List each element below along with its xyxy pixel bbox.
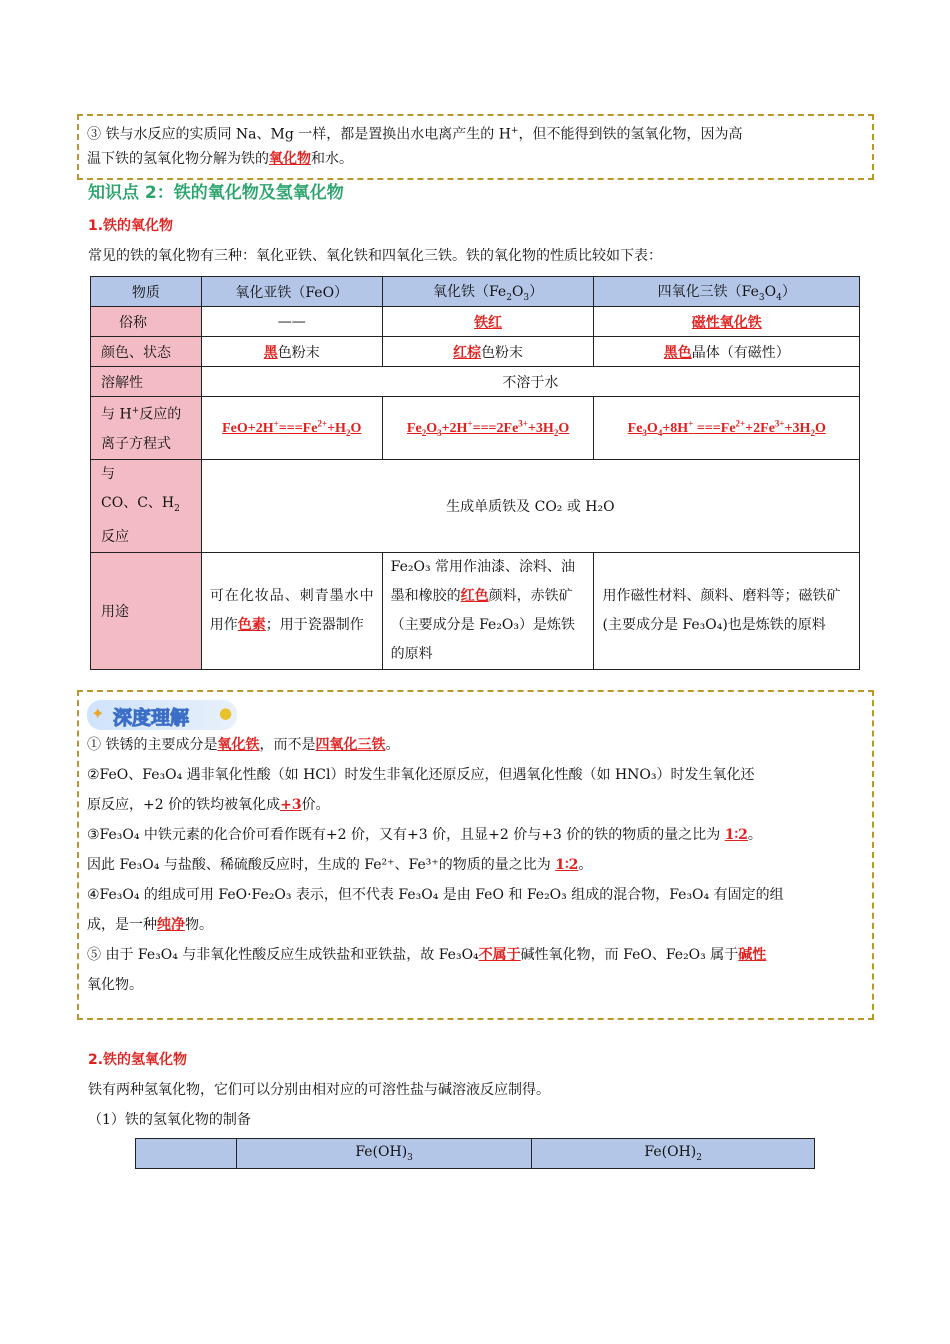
deep-understanding-box [77,690,874,1020]
row-label-reduction: 与 CO、C、$H_2$ 反应 [91,459,202,553]
deep-line-7: 成，是一种纯净物。 [87,917,213,933]
col-header-feoh2: $Fe(OH)_2$ [532,1139,815,1169]
col-header-fe2o3: 氧化铁$(Fe_2O_3)$ [382,277,594,307]
cell: 可在化妆品、刺青墨水中用作色素；用于瓷器制作 [201,553,382,670]
row-label-common-name: 俗称 [91,307,202,337]
deep-line-3: 原反应，+2 价的铁均被氧化成+3价。 [87,797,330,813]
cell: 生成单质铁及 CO₂ 或 H₂O [201,459,859,553]
bulb-icon: ● [219,704,233,722]
eq-fe2o3: $Fe_2O_3+2H^+===2Fe^{3+}+3H_2O$ [382,397,594,460]
subheading-oxides: 1.铁的氧化物 [88,218,174,234]
row-label-solubility: 溶解性 [91,367,202,397]
deep-line-4: ③Fe₃O₄ 中铁元素的化合价可看作既有+2 价，又有+3 价，且显+2 价与+3 价的铁的物质的量之比为 1∶2。 [87,827,762,843]
subheading-preparation: （1）铁的氢氧化物的制备 [88,1112,251,1128]
deep-line-5: 因此 Fe₃O₄ 与盐酸、稀硫酸反应时，生成的 Fe²⁺、Fe³⁺的物质的量之比为 1∶2。 [87,857,593,873]
eq-feo: $FeO+2H^+===Fe^{2+}+H_2O$ [201,397,382,460]
intro-text: 常见的铁的氧化物有三种：氧化亚铁、氧化铁和四氧化三铁。铁的氧化物的性质比较如下表： [88,248,662,264]
cell: 不溶于水 [201,367,859,397]
cell: 黑色粉末 [201,337,382,367]
section-title: 知识点 2：铁的氧化物及氢氧化物 [88,183,344,203]
note-line-2: 温下铁的氢氧化物分解为铁的氧化物和水。 [87,151,353,167]
cell: 用作磁性材料、颜料、磨料等；磁铁矿(主要成分是 Fe₃O₄)也是炼铁的原料 [594,553,860,670]
cell: 磁性氧化铁 [594,307,860,337]
col-header-fe3o4: 四氧化三铁$(Fe_3O_4)$ [594,277,860,307]
row-label-ionic-eq: 与 H+反应的 离子方程式 [91,397,202,460]
row-label-uses: 用途 [91,553,202,670]
col-header-substance: 物质 [91,277,202,307]
cell: 黑色晶体（有磁性） [594,337,860,367]
note-box [77,114,874,180]
oxide-table [90,276,860,670]
cell: 红棕色粉末 [382,337,594,367]
deep-line-9: 氧化物。 [87,977,143,993]
cell: 铁红 [382,307,594,337]
intro-text-2: 铁有两种氢氧化物，它们可以分别由相对应的可溶性盐与碱溶液反应制得。 [88,1082,550,1098]
sparkle-icon: ✦ [91,704,105,723]
cell: Fe₂O₃ 常用作油漆、涂料、油墨和橡胶的红色颜料，赤铁矿（主要成分是 Fe₂O₃）是炼铁的原料 [382,553,594,670]
note-line-1: ③ 铁与水反应的实质同 Na、Mg 一样，都是置换出水电离产生的 H+，但不能得到铁的氢氧化物，因为高 [87,126,743,143]
deep-line-8: ⑤ 由于 Fe₃O₄ 与非氧化性酸反应生成铁盐和亚铁盐，故 Fe₃O₄不属于碱性氧化物，而 FeO、Fe₂O₃ 属于碱性 [87,947,767,963]
deep-line-1: ① 铁锈的主要成分是氧化铁，而不是四氧化三铁。 [87,737,400,753]
deep-badge: ✦ 深度理解 ● [87,700,237,730]
cell: —— [201,307,382,337]
eq-fe3o4: $Fe_3O_4+8H^+ ===Fe^{2+}+2Fe^{3+}+3H_2O$ [594,397,860,460]
hydroxide-table [135,1138,815,1169]
col-header-empty [136,1139,237,1169]
deep-line-6: ④Fe₃O₄ 的组成可用 FeO·Fe₂O₃ 表示，但不代表 Fe₃O₄ 是由 FeO 和 Fe₂O₃ 组成的混合物，Fe₃O₄ 有固定的组 [87,887,784,903]
row-label-color: 颜色、状态 [91,337,202,367]
col-header-feo: 氧化亚铁（FeO） [201,277,382,307]
subheading-hydroxides: 2.铁的氢氧化物 [88,1052,188,1068]
deep-line-2: ②FeO、Fe₃O₄ 遇非氧化性酸（如 HCl）时发生非氧化还原反应，但遇氧化性酸（如 HNO₃）时发生氧化还 [87,767,755,783]
col-header-feoh3: $Fe(OH)_3$ [236,1139,532,1169]
